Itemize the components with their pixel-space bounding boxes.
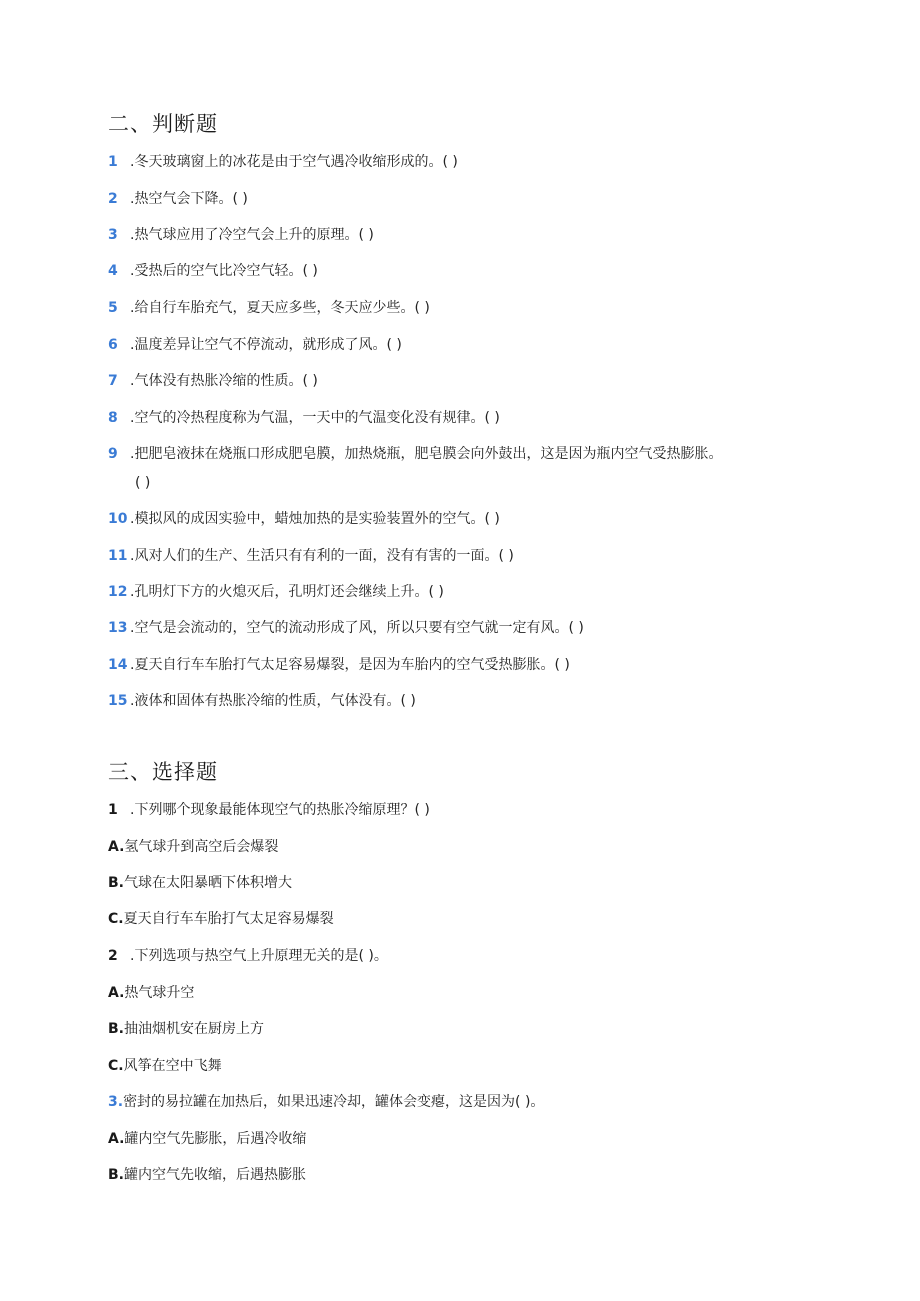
question-number: 1	[108, 154, 118, 170]
question-number: 2	[108, 948, 118, 964]
choice-question	[108, 801, 430, 819]
option-letter: A.	[108, 1131, 125, 1147]
option-text: 抽油烟机安在厨房上方	[124, 1021, 264, 1037]
question-number: 3	[108, 227, 118, 243]
question-text: .受热后的空气比冷空气轻。( )	[130, 263, 318, 279]
question-number: 14	[108, 657, 128, 673]
question-text: .气体没有热胀冷缩的性质。( )	[130, 373, 318, 389]
question-number: 6	[108, 337, 118, 353]
judgement-question	[108, 336, 402, 354]
option-letter: A.	[108, 839, 125, 855]
question-number: 10	[108, 511, 128, 527]
option-text: 罐内空气先膨胀，后遇冷收缩	[124, 1131, 307, 1147]
judgement-question	[108, 226, 374, 244]
question-text: .空气是会流动的，空气的流动形成了风，所以只要有空气就一定有风。( )	[130, 620, 584, 636]
option-letter: B.	[108, 1167, 124, 1183]
judgement-question	[108, 692, 416, 710]
judgement-question	[108, 409, 500, 427]
judgement-question	[108, 445, 722, 492]
question-text: 密封的易拉罐在加热后，如果迅速冷却，罐体会变瘪，这是因为( )。	[123, 1094, 545, 1110]
question-number: 11	[108, 548, 128, 564]
question-number: 12	[108, 584, 128, 600]
question-text: .温度差异让空气不停流动，就形成了风。( )	[130, 337, 402, 353]
question-number: 2	[108, 191, 118, 207]
question-number: 7	[108, 373, 118, 389]
judgement-question	[108, 510, 500, 528]
option-letter: C.	[108, 911, 124, 927]
question-text: .热气球应用了冷空气会上升的原理。( )	[130, 227, 374, 243]
question-text: .把肥皂液抹在烧瓶口形成肥皂膜，加热烧瓶，肥皂膜会向外鼓出，这是因为瓶内空气受热膨胀。	[130, 446, 723, 462]
question-number: 3.	[108, 1094, 124, 1110]
option-text: 热气球升空	[124, 985, 195, 1001]
option-letter: A.	[108, 985, 125, 1001]
option-c	[108, 1057, 222, 1075]
judgement-question	[108, 619, 584, 637]
question-text: .冬天玻璃窗上的冰花是由于空气遇冷收缩形成的。( )	[130, 154, 458, 170]
option-letter: B.	[108, 1021, 124, 1037]
choice-question	[108, 947, 388, 965]
option-a	[108, 984, 194, 1002]
question-number: 9	[108, 446, 118, 462]
question-text: .风对人们的生产、生活只有有利的一面，没有有害的一面。( )	[130, 548, 514, 564]
section-title-choice: 三、选择题	[108, 760, 218, 784]
section-title-judgement: 二、判断题	[108, 112, 218, 136]
option-letter: B.	[108, 875, 124, 891]
question-text: .热空气会下降。( )	[130, 191, 248, 207]
question-text: .下列哪个现象最能体现空气的热胀冷缩原理？( )	[130, 802, 430, 818]
choice-question	[108, 1093, 544, 1111]
question-text: .空气的冷热程度称为气温，一天中的气温变化没有规律。( )	[130, 410, 500, 426]
judgement-question	[108, 190, 248, 208]
question-text: .给自行车胎充气，夏天应多些，冬天应少些。( )	[130, 300, 430, 316]
option-text: 夏天自行车车胎打气太足容易爆裂	[123, 911, 334, 927]
question-number: 8	[108, 410, 118, 426]
judgement-question	[108, 153, 458, 171]
question-number: 1	[108, 802, 118, 818]
option-text: 气球在太阳暴晒下体积增大	[124, 875, 292, 891]
question-text: .模拟风的成因实验中，蜡烛加热的是实验装置外的空气。( )	[130, 511, 500, 527]
question-text: .夏天自行车车胎打气太足容易爆裂，是因为车胎内的空气受热膨胀。( )	[130, 657, 570, 673]
option-text: 罐内空气先收缩，后遇热膨胀	[124, 1167, 306, 1183]
question-number: 5	[108, 300, 118, 316]
judgement-question	[108, 299, 430, 317]
option-letter: C.	[108, 1058, 124, 1074]
judgement-question	[108, 372, 318, 390]
option-b	[108, 874, 292, 892]
question-text: .液体和固体有热胀冷缩的性质，气体没有。( )	[130, 693, 416, 709]
option-text: 风筝在空中飞舞	[123, 1058, 222, 1074]
option-b	[108, 1166, 306, 1184]
judgement-question	[108, 583, 444, 601]
judgement-question	[108, 656, 570, 674]
question-number: 15	[108, 693, 128, 709]
question-continuation: ( )	[135, 475, 151, 491]
option-a	[108, 838, 278, 856]
judgement-question	[108, 262, 318, 280]
question-text: .下列选项与热空气上升原理无关的是( )。	[130, 948, 388, 964]
question-number: 13	[108, 620, 128, 636]
question-text: .孔明灯下方的火熄灭后，孔明灯还会继续上升。( )	[130, 584, 444, 600]
option-a	[108, 1130, 306, 1148]
option-b	[108, 1020, 264, 1038]
option-c	[108, 910, 334, 928]
option-text: 氢气球升到高空后会爆裂	[124, 839, 279, 855]
judgement-question	[108, 547, 514, 565]
question-number: 4	[108, 263, 118, 279]
